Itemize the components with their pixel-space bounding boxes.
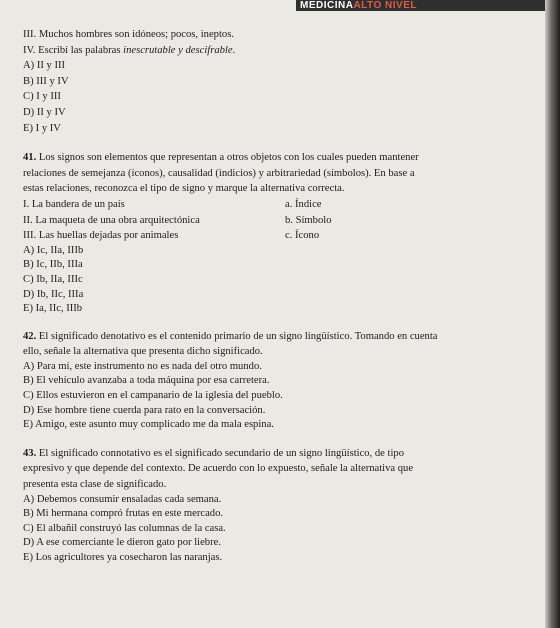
q43-stem-line-1 bbox=[23, 446, 493, 462]
prev-item-iv bbox=[23, 43, 493, 59]
q43-stem-line-3: presenta esta clase de significado. bbox=[23, 479, 167, 491]
q42-option-b[interactable]: B) El vehículo avanzaba a toda máquina por esa carretera. bbox=[23, 375, 270, 387]
q41-left-item-iii: III. Las huellas dejadas por animales bbox=[23, 230, 179, 242]
q41-option-b[interactable]: B) Ic, IIb, IIIa bbox=[23, 259, 83, 271]
banner-left-text: MEDICINA bbox=[300, 0, 354, 11]
q42-option-a[interactable]: A) Para mí, este instrumento no es nada del otro mundo. bbox=[23, 360, 262, 372]
q41-option-d[interactable]: D) Ib, IIc, IIIa bbox=[23, 288, 84, 300]
prev-item-iv-prefix: IV. Escribí las palabras bbox=[23, 44, 124, 56]
q41-stem-text-1: Los signos son elementos que representan a otros objetos con los cuales pueden mantener bbox=[36, 152, 419, 164]
q43-option-c[interactable]: C) El albañil construyó las columnas de la casa. bbox=[23, 522, 226, 534]
question-41 bbox=[23, 150, 493, 317]
q42-number: 42. bbox=[23, 330, 37, 342]
prev-question bbox=[23, 27, 493, 136]
prev-option-b[interactable]: B) III y IV bbox=[23, 75, 69, 87]
q41-pair-row-1 bbox=[23, 197, 493, 213]
q41-option-c[interactable]: C) Ib, IIa, IIIc bbox=[23, 273, 83, 285]
prev-option-d[interactable]: D) II y IV bbox=[23, 106, 66, 118]
q43-option-a[interactable]: A) Debemos consumir ensaladas cada semana. bbox=[23, 493, 222, 505]
q41-left-item-ii: II. La maqueta de una obra arquitectónica bbox=[23, 214, 200, 226]
question-42 bbox=[23, 329, 493, 433]
q41-stem-line-3: estas relaciones, reconozca el tipo de signo y marque la alternativa correcta. bbox=[23, 183, 345, 195]
prev-option-a[interactable]: A) II y III bbox=[23, 60, 66, 72]
q42-option-e[interactable]: E) Amigo, este asunto muy complicado me da mala espina. bbox=[23, 419, 274, 431]
q41-left-item-i: I. La bandera de un país bbox=[23, 198, 125, 210]
prev-option-e[interactable]: E) I y IV bbox=[23, 122, 61, 134]
q42-stem-line-2: ello, señale la alternativa que presenta dicho significado. bbox=[23, 346, 263, 358]
q42-stem-line-1 bbox=[23, 329, 493, 345]
q41-pair-row-3 bbox=[23, 228, 493, 244]
q41-right-item-b: b. Símbolo bbox=[285, 214, 332, 226]
q41-stem-line-1 bbox=[23, 150, 493, 166]
q42-option-c[interactable]: C) Ellos estuvieron en el campanario de la iglesia del pueblo. bbox=[23, 390, 283, 402]
banner-right-text: ALTO NIVEL bbox=[353, 0, 417, 11]
q42-option-d[interactable]: D) Ese hombre tiene cuerda para rato en la conversación. bbox=[23, 404, 266, 416]
q41-number: 41. bbox=[23, 152, 37, 164]
header-banner bbox=[296, 0, 545, 11]
q41-option-e[interactable]: E) Ia, IIc, IIIb bbox=[23, 303, 83, 315]
prev-option-c[interactable]: C) I y III bbox=[23, 91, 61, 103]
q41-stem-line-2: relaciones de semejanza (íconos), causalidad (indicios) y arbitrariedad (símbolos). En base a bbox=[23, 167, 415, 179]
q41-option-a[interactable]: A) Ic, IIa, IIIb bbox=[23, 244, 84, 256]
page-edge-shadow bbox=[545, 0, 560, 628]
q43-option-d[interactable]: D) A ese comerciante le dieron gato por liebre. bbox=[23, 537, 221, 549]
q43-option-e[interactable]: E) Los agricultores ya cosecharon las naranjas. bbox=[23, 552, 223, 563]
exam-content bbox=[23, 27, 493, 566]
q41-right-item-c: c. Ícono bbox=[285, 230, 320, 242]
q42-stem-text-1: El significado denotativo es el contenido primario de un signo lingüístico. Tomando en cuenta bbox=[36, 330, 438, 342]
q43-number: 43. bbox=[23, 447, 37, 459]
q43-stem-line-2: expresivo y que depende del contexto. De acuerdo con lo expuesto, señale la alternativa que bbox=[23, 463, 414, 475]
prev-item-iii: III. Muchos hombres son idóneos; pocos, ineptos. bbox=[23, 29, 234, 40]
question-43 bbox=[23, 446, 493, 566]
q41-pair-row-2 bbox=[23, 213, 493, 229]
q43-stem-text-1: El significado connotativo es el significado secundario de un signo lingüístico, de tipo bbox=[36, 447, 405, 459]
prev-item-iv-italic: inescrutable y descifrable bbox=[123, 44, 233, 56]
q43-option-b[interactable]: B) Mi hermana compró frutas en este mercado. bbox=[23, 508, 224, 520]
prev-item-iv-suffix: . bbox=[232, 44, 236, 56]
q41-right-item-a: a. Índice bbox=[285, 198, 322, 210]
